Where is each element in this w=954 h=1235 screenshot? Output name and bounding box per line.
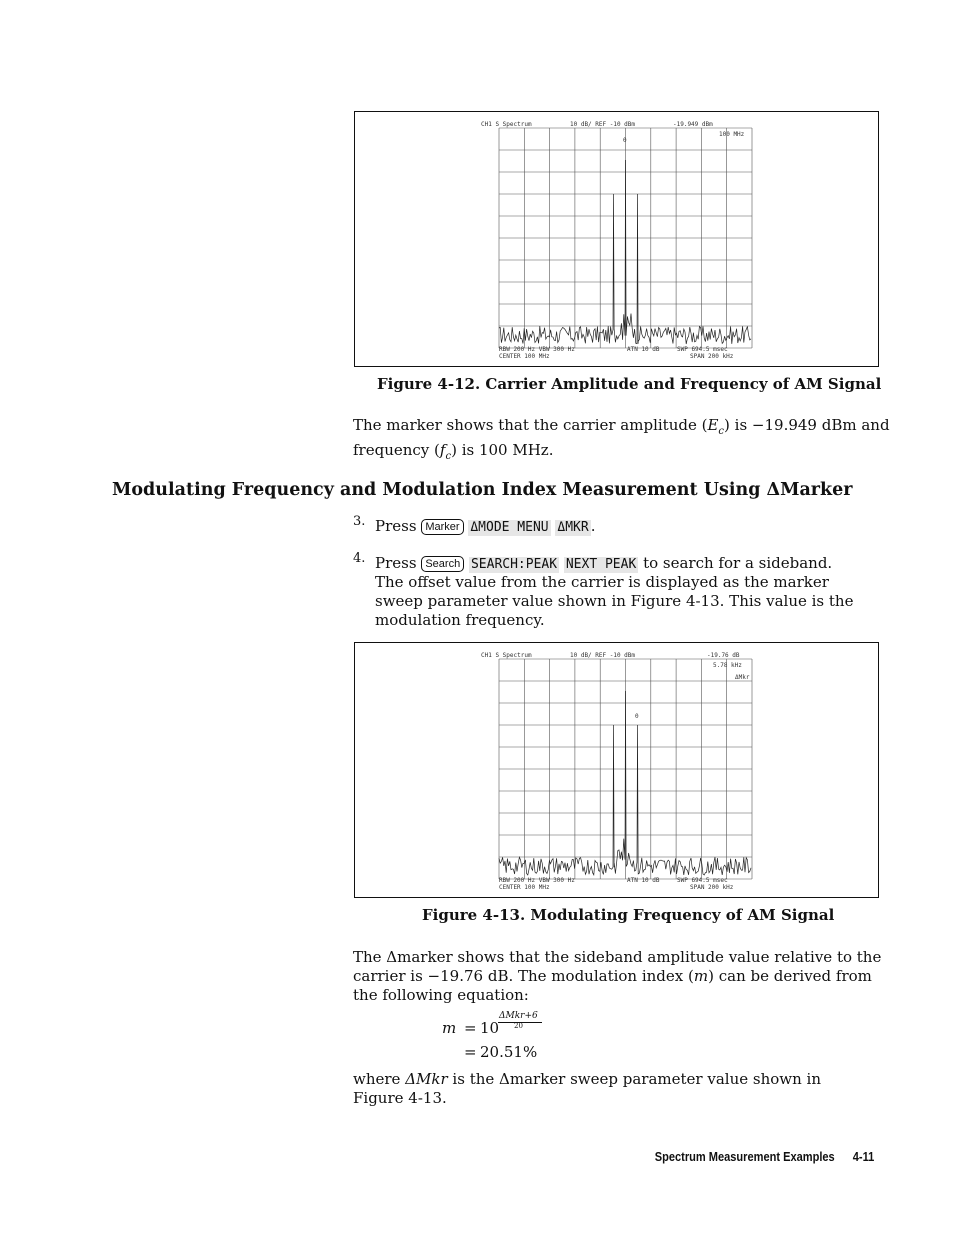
p1-var-e: E <box>707 416 719 434</box>
figure-4-13-caption: Figure 4-13. Modulating Frequency of AM Signal <box>422 906 835 924</box>
search-peak-softkey[interactable]: SEARCH:PEAK <box>470 557 558 572</box>
step-4-line3: sweep parameter value shown in Figure 4-13. This value is the <box>375 592 854 610</box>
p1-line1-a: The marker shows that the carrier amplitude ( <box>353 416 708 434</box>
spectrum-screen-1 <box>355 112 880 368</box>
screen1-spectrum-trace <box>499 160 751 344</box>
eq-exp-num: ΔMkr+6 <box>499 1011 538 1021</box>
p2-line2-a: carrier is −19.76 dB. The modulation index ( <box>353 967 694 985</box>
p2-var-m: m <box>693 967 709 985</box>
screen2-sub-right-2: ΔMkr <box>735 674 750 681</box>
screen2-footer-row1-mid: ATN 10 dB <box>627 877 660 884</box>
footer-section-title: Spectrum Measurement Examples <box>654 1149 835 1164</box>
step-4-line2: The offset value from the carrier is displayed as the marker <box>375 573 829 591</box>
eq-result: 20.51% <box>480 1043 538 1061</box>
next-peak-softkey[interactable]: NEXT PEAK <box>565 557 637 572</box>
screen1-header-mid: 10 dB/ REF -10 dBm <box>570 121 636 128</box>
p3-line2: Figure 4-13. <box>353 1089 447 1107</box>
step-4-number: 4. <box>353 551 366 566</box>
figure-4-12 <box>354 111 879 367</box>
screen2-spectrum-trace <box>499 691 751 875</box>
p1-line2-a: frequency ( <box>353 441 440 459</box>
eq-equals-2: = <box>464 1043 477 1061</box>
eq-exp-den: 20 <box>514 1022 523 1030</box>
screen1-marker-label: 0 <box>623 137 627 144</box>
step-4-press: Press <box>375 554 417 572</box>
p3-line1-b: is the Δmarker sweep parameter value shown in <box>447 1070 821 1088</box>
screen2-header-left: CH1 S Spectrum <box>481 652 532 659</box>
marker-hardkey[interactable]: Marker <box>421 519 463 535</box>
figure-4-12-caption: Figure 4-12. Carrier Amplitude and Frequency of AM Signal <box>377 375 882 393</box>
footer-page-number: 4-11 <box>852 1149 874 1164</box>
page-footer <box>654 1149 874 1164</box>
search-hardkey[interactable]: Search <box>421 556 464 572</box>
delta-mkr-softkey[interactable]: ΔMKR <box>557 520 589 535</box>
screen2-footer-row2-right: SPAN 200 kHz <box>690 884 734 891</box>
step-3-text <box>375 517 596 536</box>
eq-lhs: m <box>442 1019 457 1037</box>
modulation-index-equation <box>442 1010 642 1065</box>
screen2-sub-right-1: 5.78 kHz <box>713 662 742 669</box>
p2-line2-b: ) can be derived from <box>708 967 872 985</box>
where-paragraph <box>353 1070 821 1108</box>
eq-base: 10 <box>480 1019 500 1037</box>
screen2-marker-label: 0 <box>635 713 639 720</box>
p1-sub-c2: c <box>445 451 452 462</box>
screen1-footer-row2-right: SPAN 200 kHz <box>690 353 734 360</box>
p2-line3: the following equation: <box>353 986 529 1004</box>
screen1-footer-row1-left: RBW 200 Hz VBW 300 Hz <box>499 346 575 353</box>
step-4-line4: modulation frequency. <box>375 611 545 629</box>
screen1-header-left: CH1 S Spectrum <box>481 121 532 128</box>
delta-mode-menu-softkey[interactable]: ΔMODE MENU <box>470 520 549 535</box>
p1-line2-b: ) is 100 MHz. <box>451 441 554 459</box>
p3-var-dmkr: ΔMkr <box>405 1070 448 1088</box>
screen1-header-right: -19.949 dBm <box>673 121 713 128</box>
p2-line1: The Δmarker shows that the sideband amplitude value relative to the <box>353 948 882 966</box>
screen1-footer-row2-left: CENTER 100 MHz <box>499 353 550 360</box>
carrier-paragraph <box>353 416 890 466</box>
screen1-sub-right-1: 100 MHz <box>719 131 745 138</box>
step-3-press: Press <box>375 517 417 535</box>
screen2-footer-row1-right: SWP 694.5 msec <box>677 877 728 884</box>
step-4-tail: to search for a sideband. <box>643 554 833 572</box>
step-4-text <box>375 554 853 630</box>
p1-sub-c: c <box>718 426 725 437</box>
figure-4-13 <box>354 642 879 898</box>
screen2-header-mid: 10 dB/ REF -10 dBm <box>570 652 636 659</box>
p1-var-f: f <box>439 441 446 459</box>
step-3-number: 3. <box>353 514 366 529</box>
step-3-end: . <box>590 517 596 535</box>
p3-line1-a: where <box>353 1070 406 1088</box>
eq-equals-1: = <box>464 1019 477 1037</box>
delta-marker-paragraph <box>353 948 881 1005</box>
section-heading: Modulating Frequency and Modulation Index Measurement Using ΔMarker <box>112 480 853 500</box>
screen2-footer-row1-left: RBW 200 Hz VBW 300 Hz <box>499 877 575 884</box>
screen1-footer-row1-right: SWP 694.5 msec <box>677 346 728 353</box>
screen2-header-right: -19.76 dB <box>707 652 740 659</box>
spectrum-screen-2 <box>355 643 880 899</box>
screen1-footer-row1-mid: ATN 10 dB <box>627 346 660 353</box>
screen2-footer-row2-left: CENTER 100 MHz <box>499 884 550 891</box>
p1-line1-b: ) is −19.949 dBm and <box>724 416 890 434</box>
